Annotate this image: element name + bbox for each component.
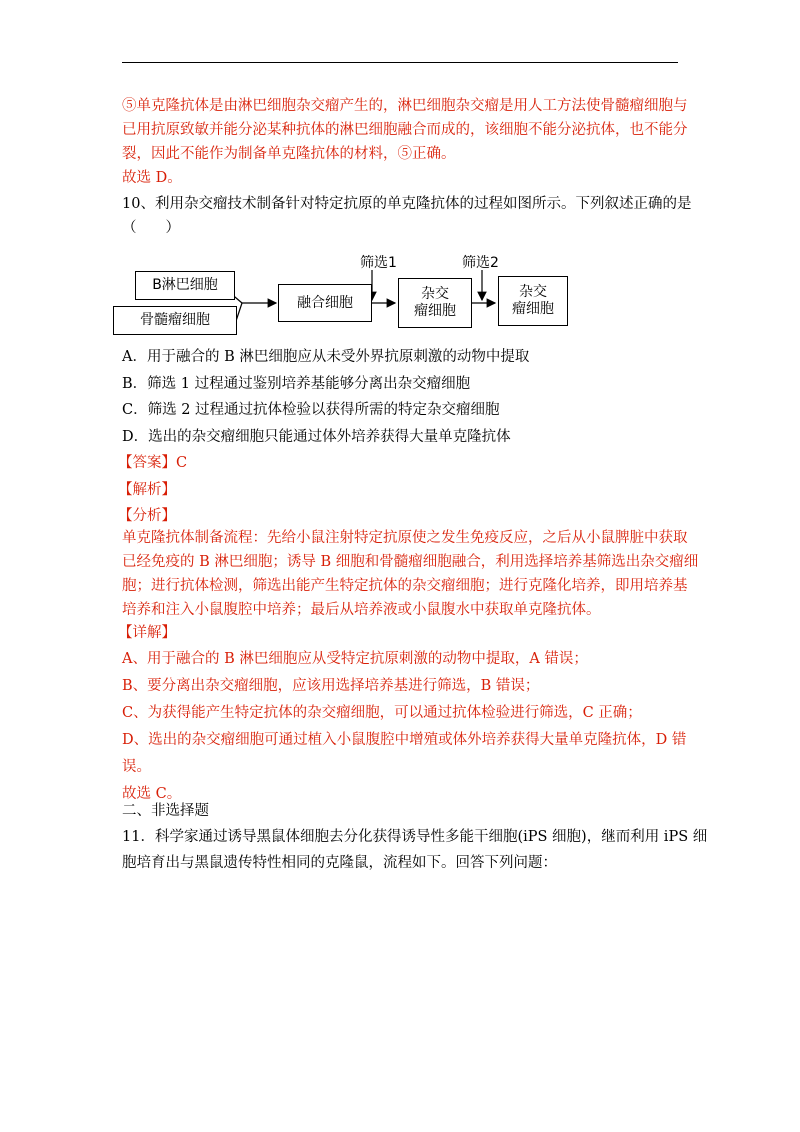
question-11-line1: 11．科学家通过诱导黑鼠体细胞去分化获得诱导性多能干细胞(iPS 细胞)，继而利用 iPS 细 bbox=[122, 829, 708, 845]
hybridoma-1-label-line2: 瘤细胞 bbox=[414, 303, 456, 319]
question-10-stem bbox=[122, 192, 692, 240]
question-11-line2: 胞培育出与黑鼠遗传特性相同的克隆鼠，流程如下。回答下列问题： bbox=[122, 855, 557, 871]
detail-b: B、要分离出杂交瘤细胞，应该用选择培养基进行筛选，B 错误； bbox=[122, 678, 540, 694]
detail-text bbox=[122, 646, 687, 808]
screen-1-label: 筛选1 bbox=[360, 255, 397, 271]
analysis-line: 胞；进行抗体检测，筛选出能产生特定抗体的杂交瘤细胞；进行克隆化培养，即用培养基 bbox=[122, 578, 688, 594]
section-2-heading: 二、非选择题 bbox=[122, 803, 209, 819]
screen-2-label: 筛选2 bbox=[462, 255, 499, 271]
fused-cell-box bbox=[278, 284, 372, 322]
b-lymphocyte-box bbox=[135, 271, 235, 300]
option-d: D．选出的杂交瘤细胞只能通过体外培养获得大量单克隆抗体 bbox=[122, 428, 511, 445]
stem-line: 10、利用杂交瘤技术制备针对特定抗原的单克隆抗体的过程如图所示。下列叙述正确的是 bbox=[122, 196, 692, 212]
myeloma-label: 骨髓瘤细胞 bbox=[140, 312, 210, 328]
analysis-text bbox=[122, 526, 699, 622]
analysis-line: 已经免疫的 B 淋巴细胞；诱导 B 细胞和骨髓瘤细胞融合，利用选择培养基筛选出杂交瘤细 bbox=[122, 554, 699, 570]
hybridoma-1-label-line1: 杂交 bbox=[421, 286, 449, 302]
text-line: 已用抗原致敏并能分泌某种抗体的淋巴细胞融合而成的，该细胞不能分泌抗体，也不能分 bbox=[122, 122, 688, 138]
answer-section bbox=[118, 450, 678, 530]
detail-conclusion: 故选 C。 bbox=[122, 786, 182, 802]
option-a: A．用于融合的 B 淋巴细胞应从未受外界抗原刺激的动物中提取 bbox=[122, 349, 530, 365]
detail-d-line2: 误。 bbox=[122, 759, 151, 775]
detail-c: C、为获得能产生特定抗体的杂交瘤细胞，可以通过抗体检验进行筛选，C 正确； bbox=[122, 705, 642, 721]
hybridoma-box-1 bbox=[398, 278, 472, 328]
prev-conclusion: 故选 D。 bbox=[122, 170, 182, 186]
stem-blank: （ ） bbox=[122, 220, 180, 236]
hybridoma-2-label-line1: 杂交 bbox=[519, 284, 547, 300]
prev-explanation bbox=[122, 94, 688, 190]
analysis-heading: 【解析】 bbox=[118, 481, 176, 498]
detail-d-line1: D、选出的杂交瘤细胞可通过植入小鼠腹腔中增殖或体外培养获得大量单克隆抗体，D 错 bbox=[122, 732, 687, 748]
b-lymphocyte-label: B淋巴细胞 bbox=[152, 277, 218, 293]
text-line: ⑤单克隆抗体是由淋巴细胞杂交瘤产生的，淋巴细胞杂交瘤是用人工方法使骨髓瘤细胞与 bbox=[122, 98, 688, 114]
analysis-line: 单克隆抗体制备流程：先给小鼠注射特定抗原使之发生免疫反应，之后从小鼠脾脏中获取 bbox=[122, 530, 688, 546]
question-10-options bbox=[122, 344, 682, 450]
analysis-line: 培养和注入小鼠腹腔中培养；最后从培养液或小鼠腹水中获取单克隆抗体。 bbox=[122, 602, 601, 618]
answer-line: 【答案】C bbox=[118, 455, 188, 471]
option-b: B．筛选 1 过程通过鉴别培养基能够分离出杂交瘤细胞 bbox=[122, 375, 471, 392]
myeloma-box bbox=[113, 306, 237, 335]
hybridoma-box-2 bbox=[498, 276, 568, 326]
hybridoma-flow-diagram bbox=[110, 248, 580, 343]
detail-a: A、用于融合的 B 淋巴细胞应从受特定抗原刺激的动物中提取，A 错误； bbox=[122, 651, 588, 667]
header-rule bbox=[122, 62, 678, 63]
section-2 bbox=[122, 798, 708, 876]
fenxi-heading: 【分析】 bbox=[118, 508, 176, 524]
text-line: 裂，因此不能作为制备单克隆抗体的材料，⑤正确。 bbox=[122, 146, 456, 162]
option-c: C．筛选 2 过程通过抗体检验以获得所需的特定杂交瘤细胞 bbox=[122, 402, 500, 418]
hybridoma-2-label-line2: 瘤细胞 bbox=[512, 301, 554, 317]
fused-cell-label: 融合细胞 bbox=[297, 294, 353, 311]
detail-heading: 【详解】 bbox=[118, 625, 176, 641]
